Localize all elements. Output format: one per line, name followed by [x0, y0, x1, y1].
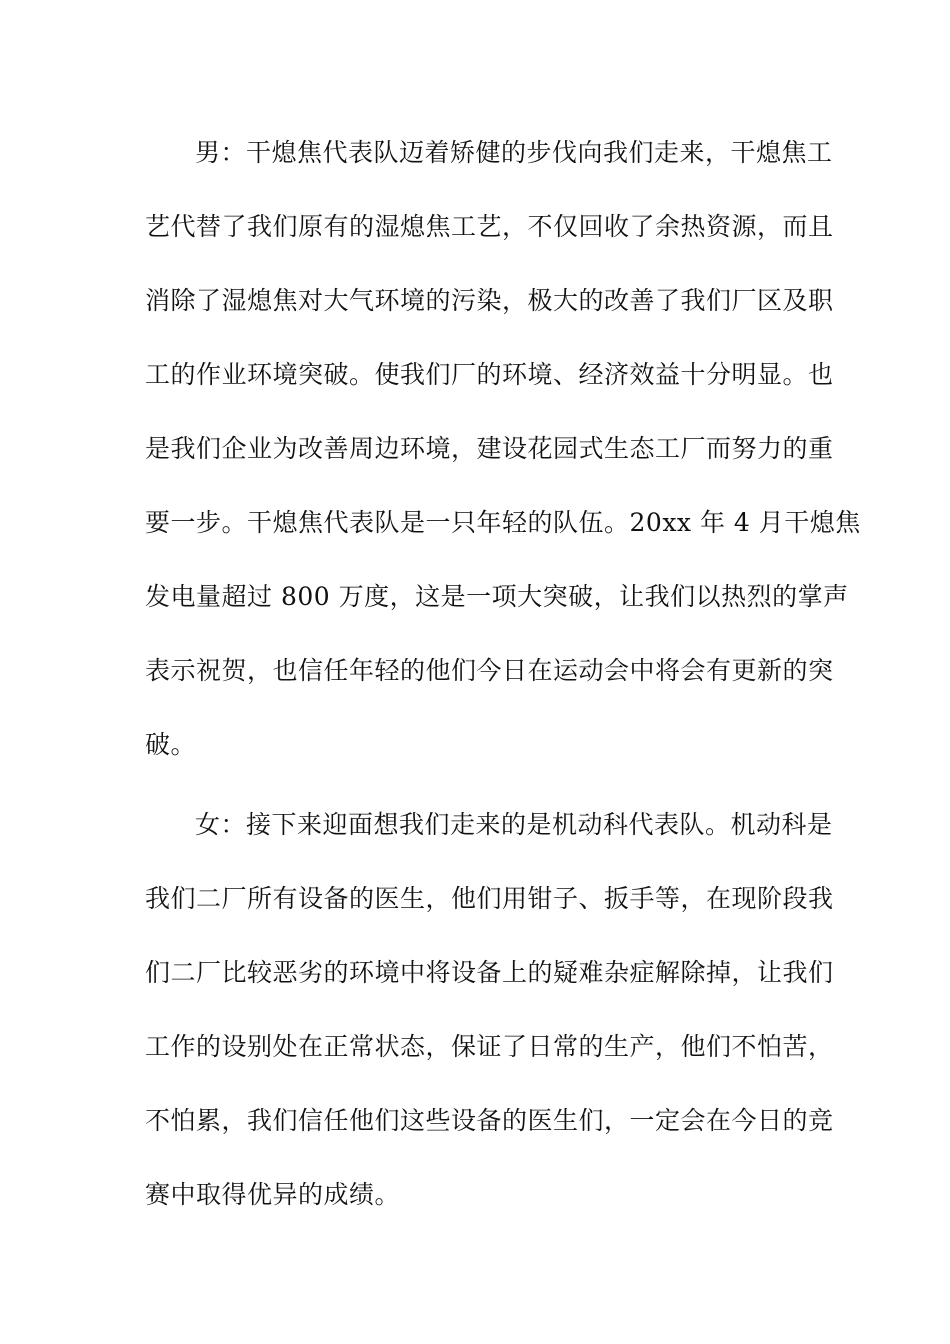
paragraph-2-line-2: 我们二厂所有设备的医生，他们用钳子、扳手等，在现阶段我 [145, 884, 834, 913]
paragraph-2-line-5: 不怕累，我们信任他们这些设备的医生们，一定会在今日的竞 [145, 1106, 834, 1135]
paragraph-1-line-6: 要一步。干熄焦代表队是一只年轻的队伍。20xx 年 4 月干熄焦 [145, 508, 861, 537]
paragraph-1-line-3: 消除了湿熄焦对大气环境的污染，极大的改善了我们厂区及职 [145, 286, 834, 315]
paragraph-1-line-2: 艺代替了我们原有的湿熄焦工艺，不仅回收了余热资源，而且 [145, 212, 834, 241]
paragraph-1-line-5: 是我们企业为改善周边环境，建设花园式生态工厂而努力的重 [145, 434, 834, 463]
paragraph-1-line-4: 工的作业环境突破。使我们厂的环境、经济效益十分明显。也 [145, 360, 834, 389]
paragraph-1-line-9: 破。 [145, 730, 197, 759]
paragraph-2-line-1: 女：接下来迎面想我们走来的是机动科代表队。机动科是 [195, 810, 833, 839]
paragraph-2-line-4: 工作的设别处在正常状态，保证了日常的生产，他们不怕苦， [145, 1032, 834, 1061]
paragraph-1-line-1: 男：干熄焦代表队迈着矫健的步伐向我们走来，干熄焦工 [195, 138, 833, 167]
paragraph-2-line-3: 们二厂比较恶劣的环境中将设备上的疑难杂症解除掉，让我们 [145, 958, 834, 987]
paragraph-1-line-8: 表示祝贺，也信任年轻的他们今日在运动会中将会有更新的突 [145, 656, 834, 685]
paragraph-1-line-7: 发电量超过 800 万度，这是一项大突破，让我们以热烈的掌声 [145, 582, 849, 611]
paragraph-2-line-6: 赛中取得优异的成绩。 [145, 1180, 401, 1209]
